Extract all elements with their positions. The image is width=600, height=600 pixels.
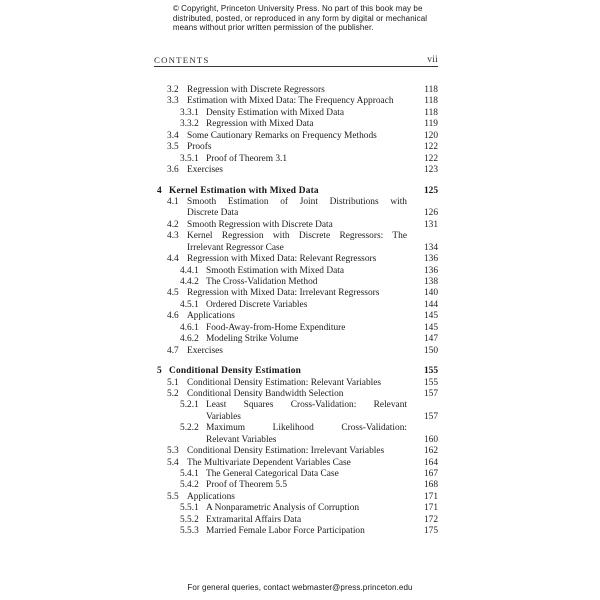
- toc-entry-title: Variables: [206, 411, 241, 422]
- toc-entry-number: 4.6.2: [180, 334, 199, 345]
- header-rule: [154, 66, 438, 67]
- toc-row: [154, 85, 438, 96]
- toc-entry-title: Smooth Estimation with Mixed Data: [206, 265, 345, 276]
- toc-entry-page: 118: [424, 107, 438, 118]
- toc-row: [154, 469, 438, 480]
- toc-row: [154, 446, 438, 457]
- toc-entry-number: 3.3.2: [180, 119, 199, 130]
- toc-entry-title: Exercises: [187, 345, 223, 356]
- folio-page-number: vii: [427, 55, 438, 65]
- toc-entry-title: Proof of Theorem 3.1: [206, 153, 288, 164]
- toc-entry-title: Food-Away-from-Home Expenditure: [206, 322, 346, 333]
- table-of-contents: [154, 85, 438, 538]
- toc-entry-title: Regression with Mixed Data: [206, 119, 314, 130]
- toc-entry-page: 155: [423, 366, 438, 377]
- toc-entry-page: 168: [423, 480, 438, 491]
- copyright-notice: [0, 4, 600, 33]
- toc-entry-title: Irrelevant Regressor Case: [187, 242, 284, 253]
- toc-entry-page: 162: [423, 446, 438, 457]
- toc-row: [154, 503, 438, 514]
- toc-row: [154, 526, 438, 537]
- toc-row: [154, 300, 438, 311]
- toc-entry-page: 131: [423, 219, 438, 230]
- toc-entry-title: Extramarital Affairs Data: [206, 514, 302, 525]
- toc-entry-number: 3.2: [167, 85, 179, 95]
- toc-entry-number: 4.4.2: [180, 277, 199, 287]
- toc-entry-title: Proof of Theorem 5.5: [206, 480, 288, 491]
- toc-row: [154, 288, 438, 299]
- toc-entry-title: Conditional Density Estimation: [169, 366, 302, 377]
- toc-entry-number: 5: [157, 366, 162, 377]
- toc-entry-page: 122: [423, 153, 438, 164]
- toc-entry-number: 3.6: [167, 165, 179, 176]
- toc-entry-title: The Cross-Validation Method: [206, 277, 318, 287]
- toc-entry-page: 118: [424, 85, 438, 95]
- toc-row: [154, 458, 438, 469]
- toc-entry-page: 136: [423, 254, 438, 265]
- toc-row: [154, 266, 438, 277]
- toc-entry-number: 4.4.1: [180, 265, 199, 276]
- toc-row: [154, 165, 438, 176]
- toc-entry-number: 5.5.3: [180, 526, 199, 537]
- toc-entry-title: A Nonparametric Analysis of Corruption: [206, 503, 360, 514]
- toc-row: [154, 96, 438, 107]
- toc-entry-number: 4.1: [167, 196, 179, 207]
- toc-entry-number: 5.5.2: [180, 514, 199, 525]
- toc-entry-number: 4.7: [167, 345, 179, 356]
- toc-entry-title: Some Cautionary Remarks on Frequency Methods: [187, 130, 377, 141]
- toc-entry-number: 3.5.1: [180, 153, 199, 164]
- toc-entry-page: 125: [423, 185, 438, 196]
- toc-entry-title: Kernel Regression with Discrete Regressors: The: [187, 231, 407, 242]
- toc-entry-title: The General Categorical Data Case: [206, 469, 339, 479]
- toc-row: [154, 208, 438, 219]
- toc-entry-page: 150: [423, 345, 438, 356]
- toc-entry-page: 164: [423, 457, 438, 468]
- toc-entry-number: 5.4.1: [180, 469, 199, 479]
- toc-entry-number: 4.6.1: [180, 322, 199, 333]
- toc-entry-number: 4.4: [167, 254, 179, 265]
- toc-row: [154, 108, 438, 119]
- toc-row: [154, 423, 438, 434]
- toc-entry-number: 4.6: [167, 311, 179, 322]
- toc-entry-page: 140: [423, 288, 438, 299]
- toc-row: [154, 366, 438, 377]
- toc-row: [154, 154, 438, 165]
- toc-row: [154, 334, 438, 345]
- toc-row: [154, 277, 438, 288]
- toc-entry-number: 5.5: [167, 491, 179, 502]
- toc-row: [154, 119, 438, 130]
- copyright-line: means without prior written permission of the publisher.: [172, 23, 374, 33]
- toc-entry-title: Discrete Data: [187, 208, 239, 219]
- toc-row: [154, 412, 438, 423]
- toc-entry-page: 145: [423, 311, 438, 322]
- toc-row: [154, 515, 438, 526]
- toc-entry-page: 145: [423, 322, 438, 333]
- toc-entry-page: 157: [423, 411, 438, 422]
- page-footer: [0, 583, 600, 592]
- toc-entry-number: 5.4.2: [180, 480, 199, 491]
- toc-entry-title: Exercises: [187, 165, 223, 176]
- toc-entry-number: 5.5.1: [180, 503, 199, 514]
- toc-entry-page: 123: [423, 165, 438, 176]
- toc-entry-number: 4.5.1: [180, 299, 199, 310]
- toc-row: [154, 400, 438, 411]
- toc-entry-page: 118: [424, 96, 438, 107]
- toc-entry-page: 171: [423, 503, 438, 514]
- toc-entry-page: 136: [423, 265, 438, 276]
- toc-entry-number: 5.3: [167, 446, 179, 457]
- toc-entry-page: 172: [423, 514, 438, 525]
- toc-entry-title: The Multivariate Dependent Variables Case: [187, 457, 351, 468]
- toc-entry-title: Married Female Labor Force Participation: [206, 526, 365, 537]
- toc-entry-title: Regression with Discrete Regressors: [187, 85, 325, 95]
- toc-row: [154, 480, 438, 491]
- copyright-line: © Copyright, Princeton University Press. No part of this book may be: [172, 4, 423, 13]
- toc-entry-title: Conditional Density Estimation: Irrelevant Variables: [187, 446, 385, 457]
- toc-entry-page: 120: [423, 130, 438, 141]
- toc-entry-title: Maximum Likelihood Cross-Validation:: [206, 423, 407, 434]
- toc-row: [154, 346, 438, 357]
- toc-entry-title: Conditional Density Bandwidth Selection: [187, 388, 344, 399]
- toc-row: [154, 378, 438, 389]
- toc-row: [154, 197, 438, 208]
- toc-row: [154, 254, 438, 265]
- toc-entry-page: 144: [423, 299, 438, 310]
- toc-row: [154, 492, 438, 503]
- toc-entry-page: 160: [423, 434, 438, 445]
- toc-entry-number: 4.2: [167, 219, 179, 230]
- toc-entry-page: 155: [423, 377, 438, 388]
- toc-entry-number: 4: [157, 185, 162, 196]
- toc-entry-title: Relevant Variables: [206, 434, 277, 445]
- toc-entry-number: 5.2.1: [180, 400, 199, 411]
- toc-entry-title: Regression with Mixed Data: Relevant Regressors: [187, 254, 377, 265]
- toc-entry-page: 134: [423, 242, 438, 253]
- toc-entry-title: Kernel Estimation with Mixed Data: [169, 185, 319, 196]
- toc-entry-number: 4.5: [167, 288, 179, 299]
- toc-entry-page: 171: [423, 491, 438, 502]
- toc-row: [154, 142, 438, 153]
- toc-entry-title: Least Squares Cross-Validation: Relevant: [206, 400, 407, 411]
- toc-entry-title: Estimation with Mixed Data: The Frequency Approach: [187, 96, 394, 107]
- toc-entry-page: 167: [423, 469, 438, 479]
- toc-row: [154, 186, 438, 197]
- copyright-line: distributed, posted, or reproduced in any form by digital or mechanical: [172, 13, 428, 23]
- toc-row: [154, 231, 438, 242]
- running-header-title: CONTENTS: [154, 55, 210, 65]
- toc-entry-number: 5.2.2: [180, 423, 199, 434]
- toc-row: [154, 435, 438, 446]
- toc-entry-title: Smooth Regression with Discrete Data: [187, 219, 333, 230]
- toc-entry-page: 138: [423, 277, 438, 287]
- toc-entry-number: 4.3: [167, 231, 179, 242]
- toc-entry-title: Applications: [187, 491, 235, 502]
- toc-entry-title: Regression with Mixed Data: Irrelevant Regressors: [187, 288, 380, 299]
- toc-entry-title: Ordered Discrete Variables: [206, 299, 308, 310]
- toc-entry-number: 3.3: [167, 96, 179, 107]
- toc-entry-page: 126: [423, 208, 438, 219]
- toc-entry-page: 119: [424, 119, 438, 130]
- toc-entry-title: Density Estimation with Mixed Data: [206, 107, 345, 118]
- toc-entry-number: 5.1: [167, 377, 179, 388]
- toc-entry-title: Proofs: [187, 142, 212, 153]
- toc-entry-title: Conditional Density Estimation: Relevant Variables: [187, 377, 382, 388]
- toc-row: [154, 389, 438, 400]
- toc-row: [154, 311, 438, 322]
- toc-entry-title: Applications: [187, 311, 235, 322]
- toc-entry-number: 3.3.1: [180, 107, 199, 118]
- toc-row: [154, 323, 438, 334]
- toc-entry-number: 3.5: [167, 142, 179, 153]
- toc-entry-number: 5.4: [167, 457, 179, 468]
- toc-entry-page: 175: [423, 526, 438, 537]
- toc-row: [154, 131, 438, 142]
- toc-entry-page: 122: [423, 142, 438, 153]
- toc-entry-title: Smooth Estimation of Joint Distributions with: [187, 196, 407, 207]
- toc-entry-page: 147: [423, 334, 438, 345]
- toc-row: [154, 220, 438, 231]
- toc-entry-number: 3.4: [167, 130, 179, 141]
- toc-row: [154, 243, 438, 254]
- toc-entry-number: 5.2: [167, 388, 179, 399]
- toc-entry-page: 157: [423, 388, 438, 399]
- toc-entry-title: Modeling Strike Volume: [206, 334, 299, 345]
- footer-text: For general queries, contact webmaster@press.princeton.edu: [187, 583, 413, 592]
